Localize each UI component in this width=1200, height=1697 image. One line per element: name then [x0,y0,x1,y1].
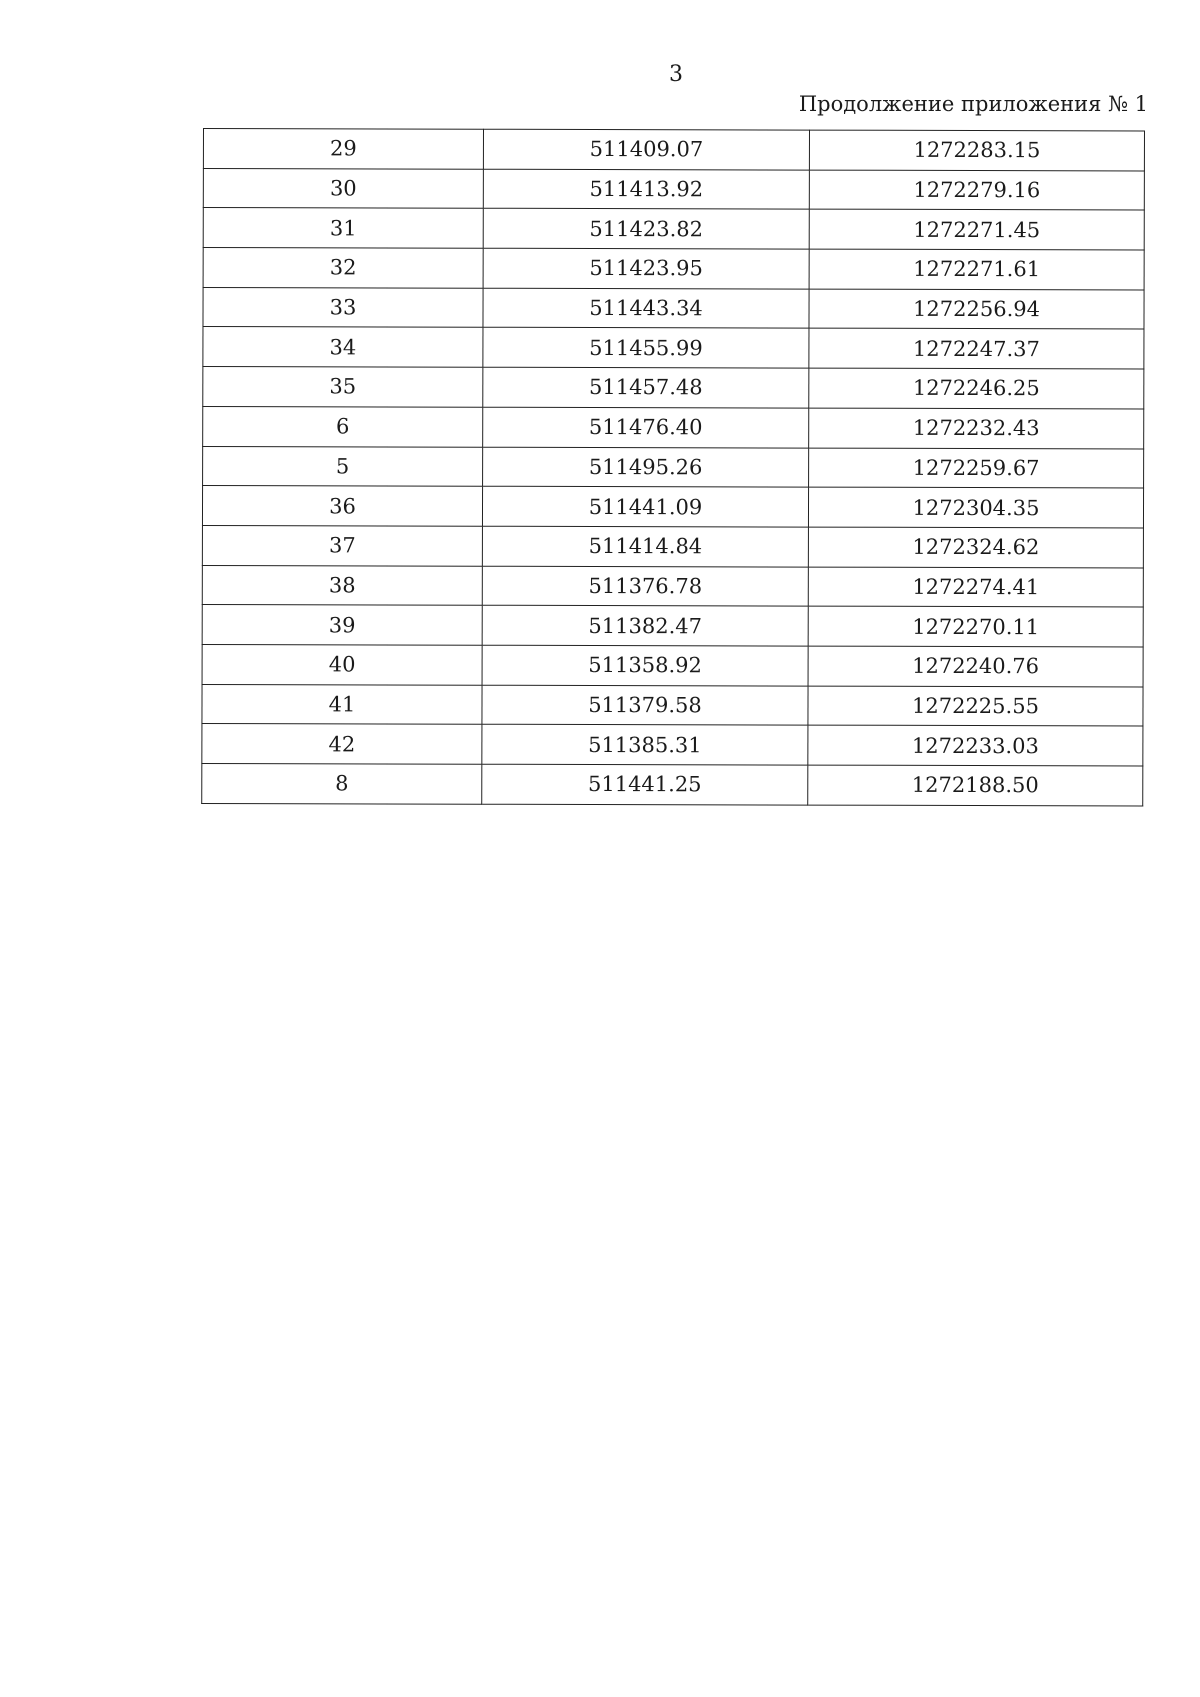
y-coordinate-cell: 1272246.25 [809,368,1144,409]
x-coordinate-cell: 511414.84 [482,526,808,567]
table-row [203,367,1144,409]
table-row [202,763,1143,805]
table-row [202,525,1143,567]
x-coordinate-cell: 511409.07 [483,129,809,170]
table-row [202,684,1143,726]
table-row [203,168,1144,210]
y-coordinate-cell: 1272271.45 [809,209,1144,250]
y-coordinate-cell: 1272240.76 [808,646,1143,687]
point-number-cell: 30 [203,168,483,208]
x-coordinate-cell: 511423.82 [483,209,809,250]
y-coordinate-cell: 1272233.03 [808,725,1143,766]
x-coordinate-cell: 511379.58 [482,685,808,726]
table-row [202,724,1143,766]
x-coordinate-cell: 511413.92 [483,169,809,210]
x-coordinate-cell: 511423.95 [483,248,809,289]
coordinates-table [201,128,1145,806]
x-coordinate-cell: 511455.99 [483,328,809,369]
point-number-cell: 35 [203,367,483,407]
x-coordinate-cell: 511495.26 [483,447,809,488]
x-coordinate-cell: 511376.78 [482,566,808,607]
x-coordinate-cell: 511443.34 [483,288,809,329]
y-coordinate-cell: 1272279.16 [809,170,1144,211]
coordinates-table-body [202,129,1145,806]
x-coordinate-cell: 511457.48 [483,367,809,408]
y-coordinate-cell: 1272270.11 [808,606,1143,647]
point-number-cell: 33 [203,287,483,327]
point-number-cell: 34 [203,327,483,367]
table-row [202,605,1143,647]
y-coordinate-cell: 1272304.35 [808,487,1143,528]
point-number-cell: 29 [203,129,483,169]
table-row [203,248,1144,290]
y-coordinate-cell: 1272188.50 [808,765,1143,806]
y-coordinate-cell: 1272225.55 [808,686,1143,727]
y-coordinate-cell: 1272232.43 [809,408,1144,449]
table-row [202,486,1143,528]
point-number-cell: 39 [202,605,482,645]
point-number-cell: 42 [202,724,482,764]
point-number-cell: 32 [203,248,483,288]
page-number: 3 [669,62,683,87]
x-coordinate-cell: 511476.40 [483,407,809,448]
point-number-cell: 37 [202,525,482,565]
point-number-cell: 38 [202,565,482,605]
table-row [202,565,1143,607]
point-number-cell: 36 [202,486,482,526]
y-coordinate-cell: 1272247.37 [809,329,1144,370]
table-row [202,644,1143,686]
y-coordinate-cell: 1272324.62 [808,527,1143,568]
appendix-caption: Продолжение приложения № 1 [798,92,1148,116]
y-coordinate-cell: 1272283.15 [809,130,1144,171]
x-coordinate-cell: 511358.92 [482,645,808,686]
point-number-cell: 8 [202,763,482,803]
point-number-cell: 5 [203,446,483,486]
x-coordinate-cell: 511441.09 [482,486,808,527]
table-row [203,446,1144,488]
y-coordinate-cell: 1272271.61 [809,249,1144,290]
y-coordinate-cell: 1272256.94 [809,289,1144,330]
point-number-cell: 6 [203,406,483,446]
y-coordinate-cell: 1272259.67 [809,448,1144,489]
point-number-cell: 40 [202,644,482,684]
table-row [203,287,1144,329]
table-row [203,327,1144,369]
y-coordinate-cell: 1272274.41 [808,567,1143,608]
x-coordinate-cell: 511385.31 [482,725,808,766]
table-row [203,406,1144,448]
point-number-cell: 31 [203,208,483,248]
point-number-cell: 41 [202,684,482,724]
x-coordinate-cell: 511382.47 [482,605,808,646]
x-coordinate-cell: 511441.25 [482,764,808,805]
table-row [203,129,1144,171]
table-row [203,208,1144,250]
